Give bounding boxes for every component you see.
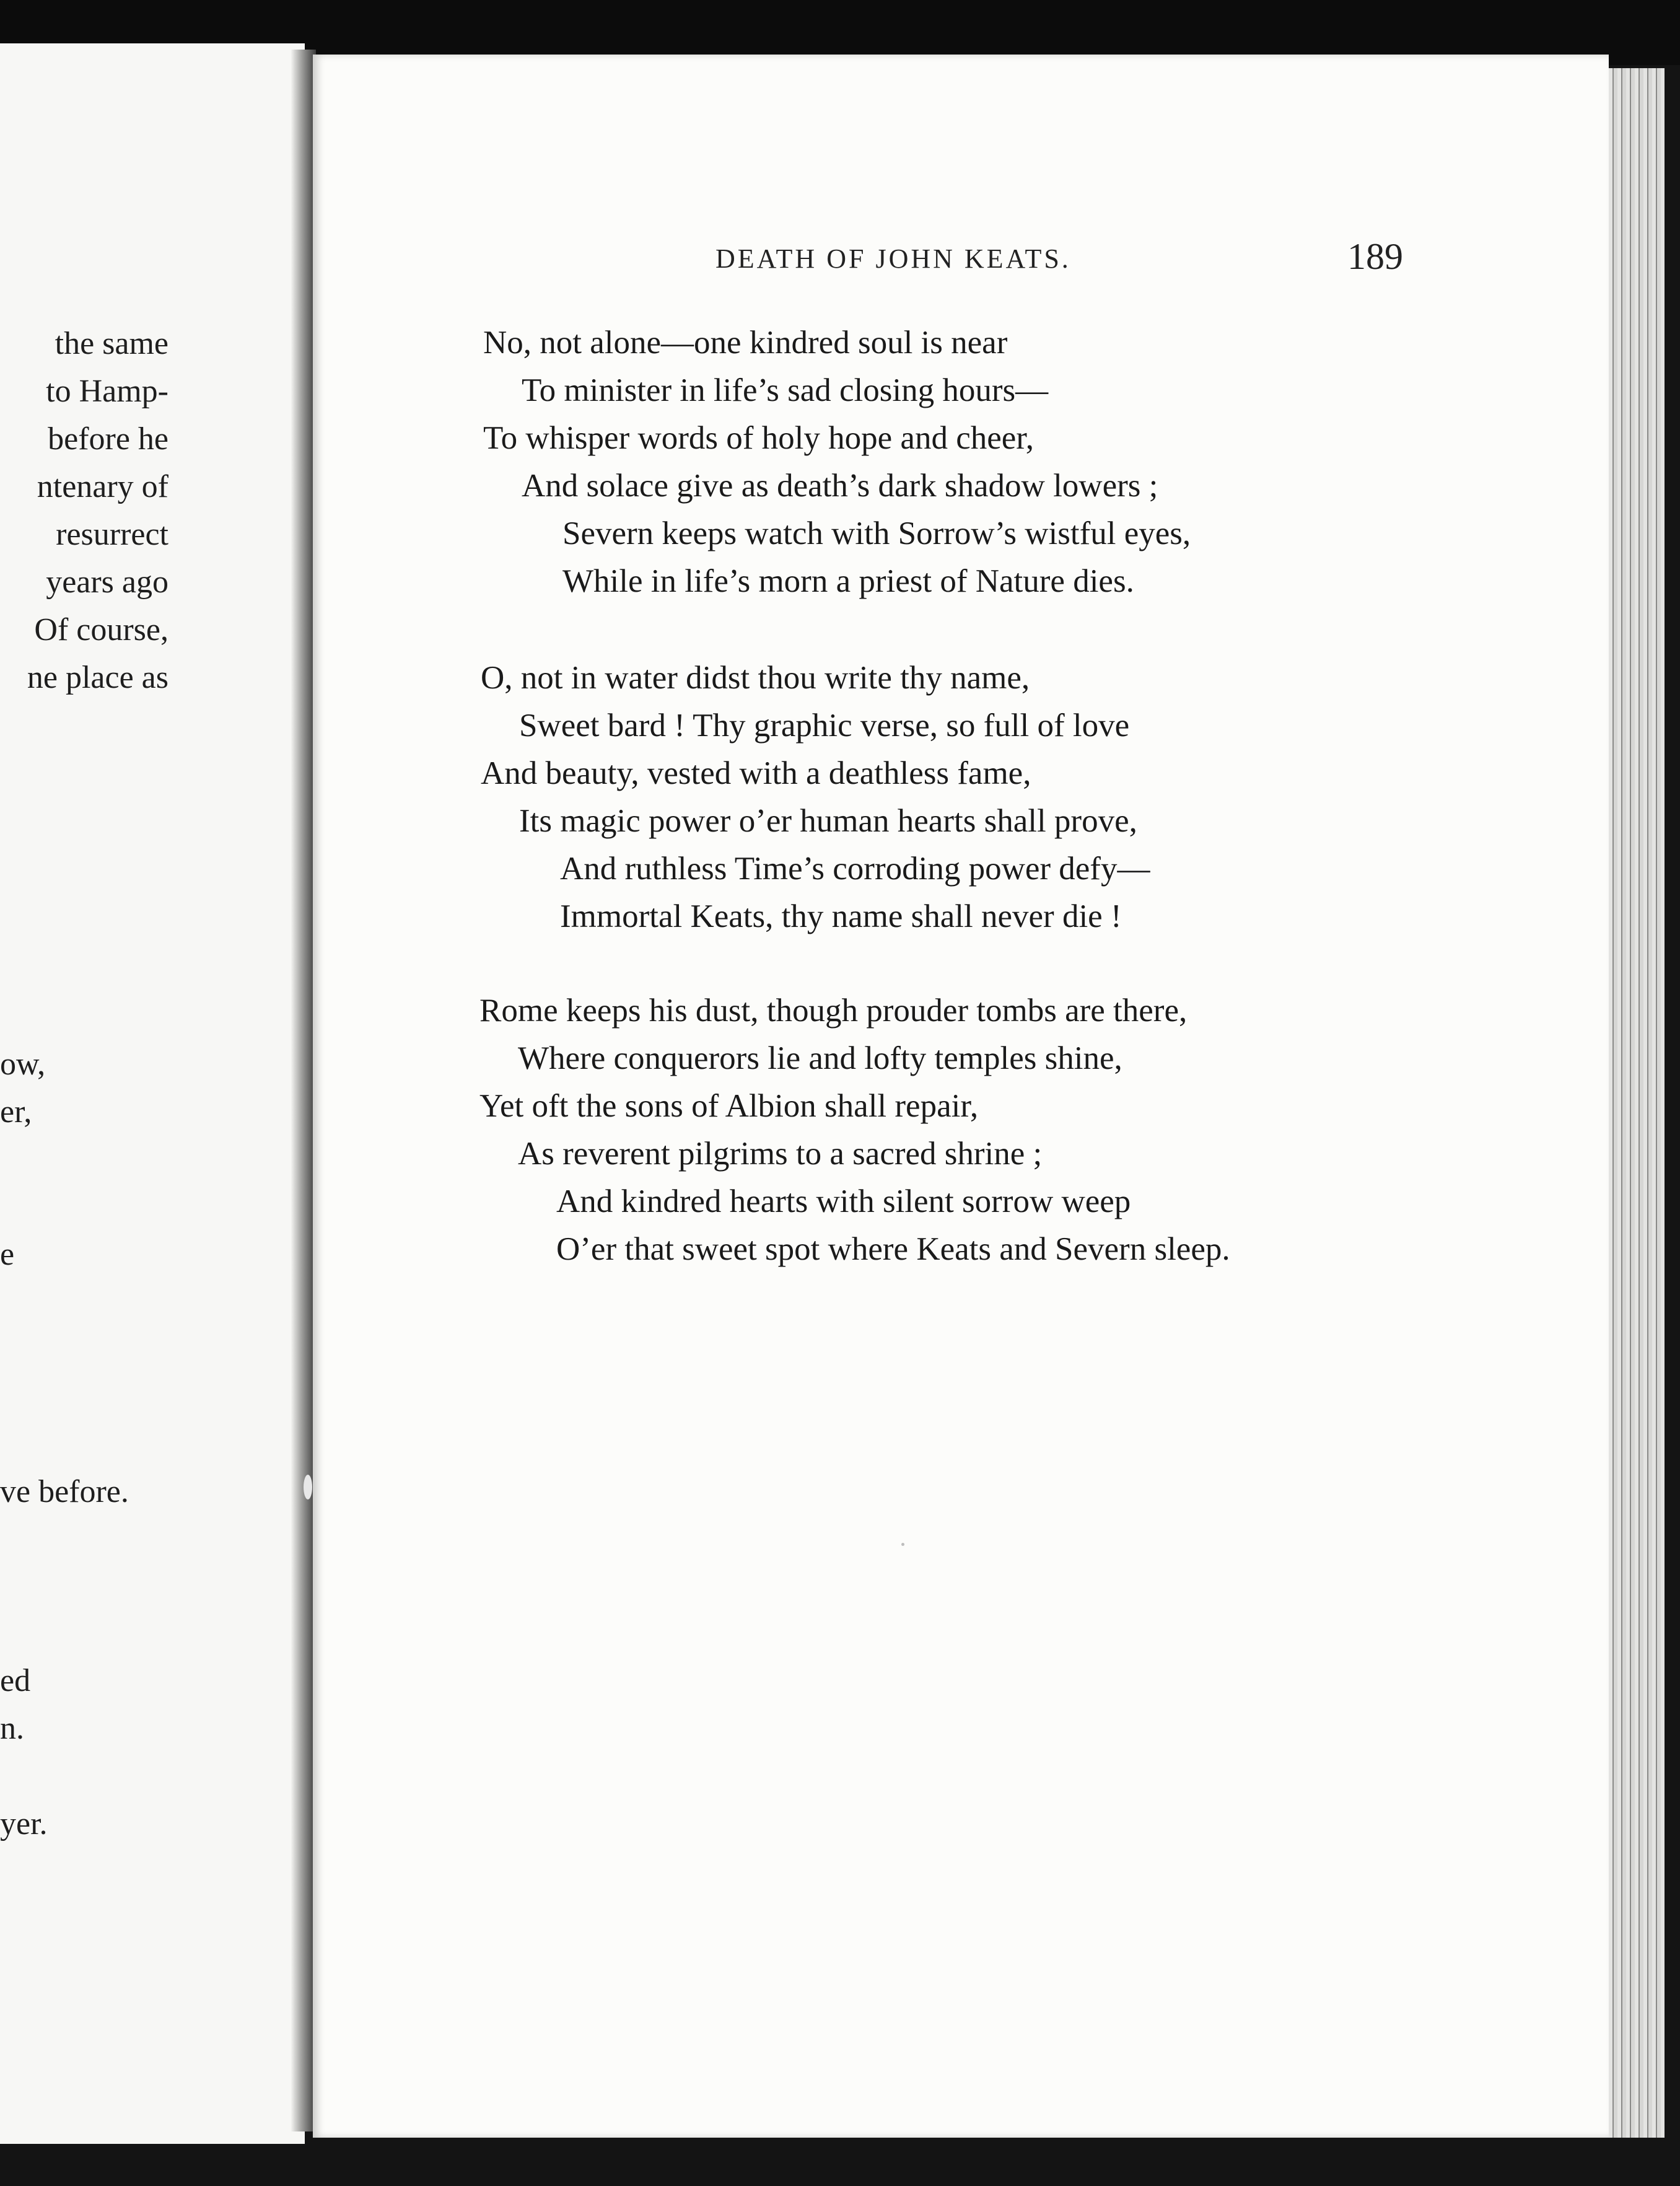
left-page-line: yer. [0, 1806, 48, 1841]
verse-line: And beauty, vested with a deathless fame, [481, 755, 1031, 791]
page-edges [1609, 68, 1665, 2138]
scan-artifact [304, 1475, 312, 1499]
verse-line: Where conquerors lie and lofty temples shine, [518, 1040, 1122, 1076]
verse-line: And kindred hearts with silent sorrow weep [556, 1183, 1131, 1219]
verse-line: Sweet bard ! Thy graphic verse, so full of love [519, 708, 1130, 744]
verse-line: O’er that sweet spot where Keats and Severn sleep. [556, 1231, 1230, 1267]
verse-line: Rome keeps his dust, though prouder tombs are there, [479, 993, 1188, 1029]
page-number: 189 [1347, 236, 1403, 277]
verse-line: No, not alone—one kindred soul is near [483, 325, 1008, 361]
verse-line: Yet oft the sons of Albion shall repair, [479, 1088, 979, 1124]
left-page-line: n. [0, 1711, 24, 1746]
left-page-line: er, [0, 1094, 32, 1130]
verse-line: To minister in life’s sad closing hours— [522, 372, 1049, 408]
book-gutter [291, 50, 316, 2131]
verse-line: As reverent pilgrims to a sacred shrine ; [518, 1136, 1043, 1172]
left-page-line: years ago [46, 564, 168, 600]
left-page-line: ed [0, 1663, 31, 1698]
left-page [0, 43, 305, 2144]
verse-line: And ruthless Time’s corroding power defy— [560, 851, 1150, 887]
scan-artifact [901, 1543, 904, 1546]
verse-line: And solace give as death’s dark shadow lowers ; [522, 468, 1158, 504]
verse-line: Immortal Keats, thy name shall never die ! [560, 898, 1122, 934]
left-page-line: ne place as [27, 660, 168, 695]
left-page-line: before he [48, 421, 168, 457]
left-page-line: ve before. [0, 1474, 129, 1509]
left-page-line: the same [55, 326, 168, 361]
verse-line: O, not in water didst thou write thy name, [481, 660, 1030, 696]
verse-line: To whisper words of holy hope and cheer, [483, 420, 1035, 456]
left-page-line: ntenary of [37, 469, 168, 504]
verse-line: Its magic power o’er human hearts shall prove, [519, 803, 1137, 839]
left-page-line: resurrect [56, 517, 168, 552]
verse-line: While in life’s morn a priest of Nature dies. [562, 563, 1134, 599]
left-page-line: Of course, [34, 612, 168, 647]
left-page-line: e [0, 1237, 15, 1272]
left-page-line: ow, [0, 1047, 46, 1082]
verse-line: Severn keeps watch with Sorrow’s wistful eyes, [562, 516, 1191, 551]
running-head: DEATH OF JOHN KEATS. [715, 244, 1071, 274]
left-page-line: to Hamp- [46, 374, 168, 409]
